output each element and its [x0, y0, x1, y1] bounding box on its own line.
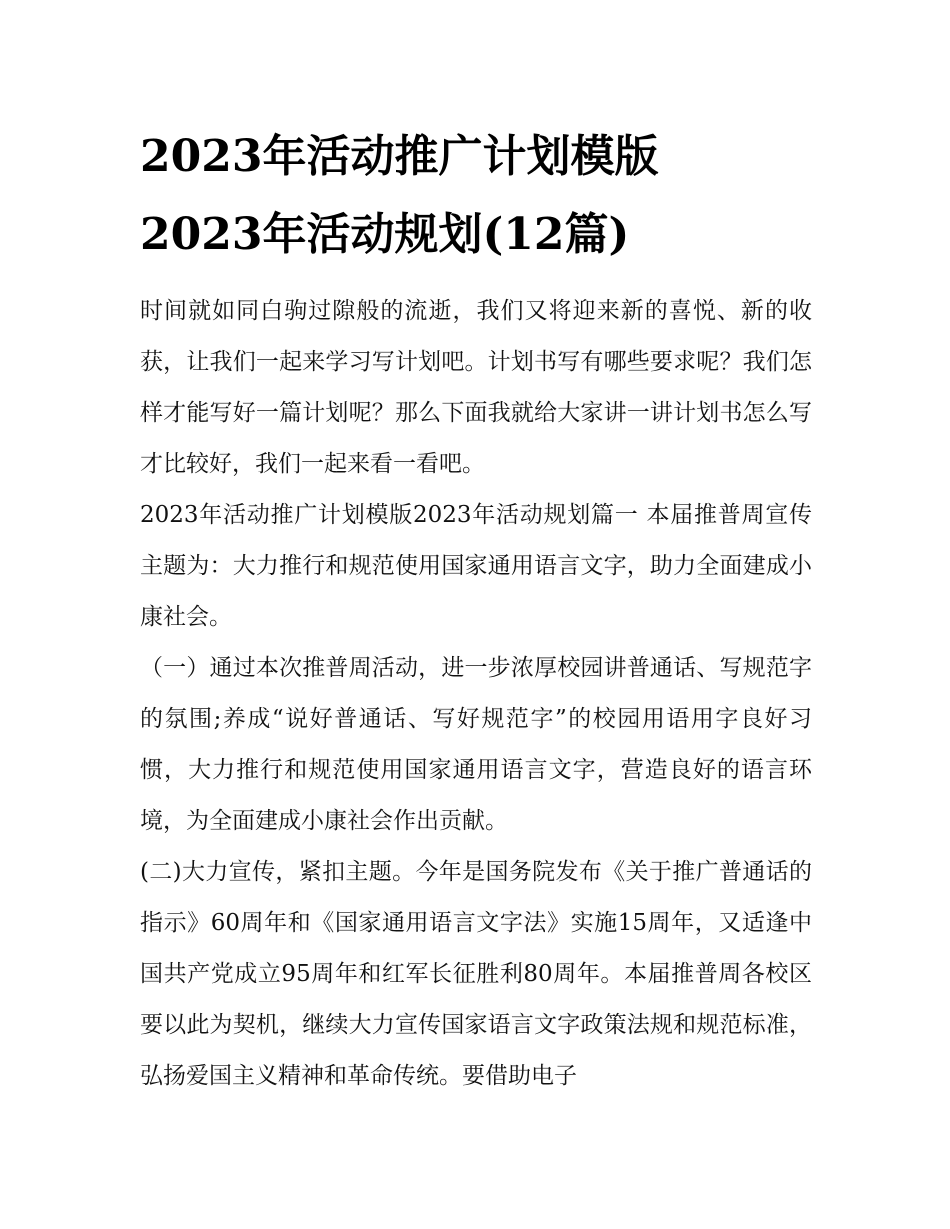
paragraph-theme: 2023年活动推广计划模版2023年活动规划篇一 本届推普周宣传主题为：大力推行和规范使用国家通用语言文字，助力全面建成小康社会。	[140, 502, 812, 630]
title-line-1: 2023年活动推广计划模版	[140, 131, 659, 182]
paragraph-section-2: (二)大力宣传，紧扣主题。今年是国务院发布《关于推广普通话的指示》60周年和《国家通用语言文字法》实施15周年，又适逢中国共产党成立95周年和红军长征胜利80周年。本届推普周各校区要以此为契机，继续大力宣传国家语言文字政策法规和规范标准，弘扬爱国主义精神和革命传统。要借助电子	[140, 859, 812, 1089]
document-content	[140, 118, 812, 1102]
document-title	[140, 118, 812, 274]
title-line-2: 2023年活动规划(12篇)	[140, 209, 630, 260]
document-body	[140, 286, 812, 1102]
paragraph-section-1: （一）通过本次推普周活动，进一步浓厚校园讲普通话、写规范字的氛围;养成“说好普通话、写好规范字”的校园用语用字良好习惯，大力推行和规范使用国家通用语言文字，营造良好的语言环境，为全面建成小康社会作出贡献。	[140, 655, 812, 834]
paragraph-intro: 时间就如同白驹过隙般的流逝，我们又将迎来新的喜悦、新的收获，让我们一起来学习写计划吧。计划书写有哪些要求呢？我们怎样才能写好一篇计划呢？那么下面我就给大家讲一讲计划书怎么写才比较好，我们一起来看一看吧。	[140, 298, 812, 477]
